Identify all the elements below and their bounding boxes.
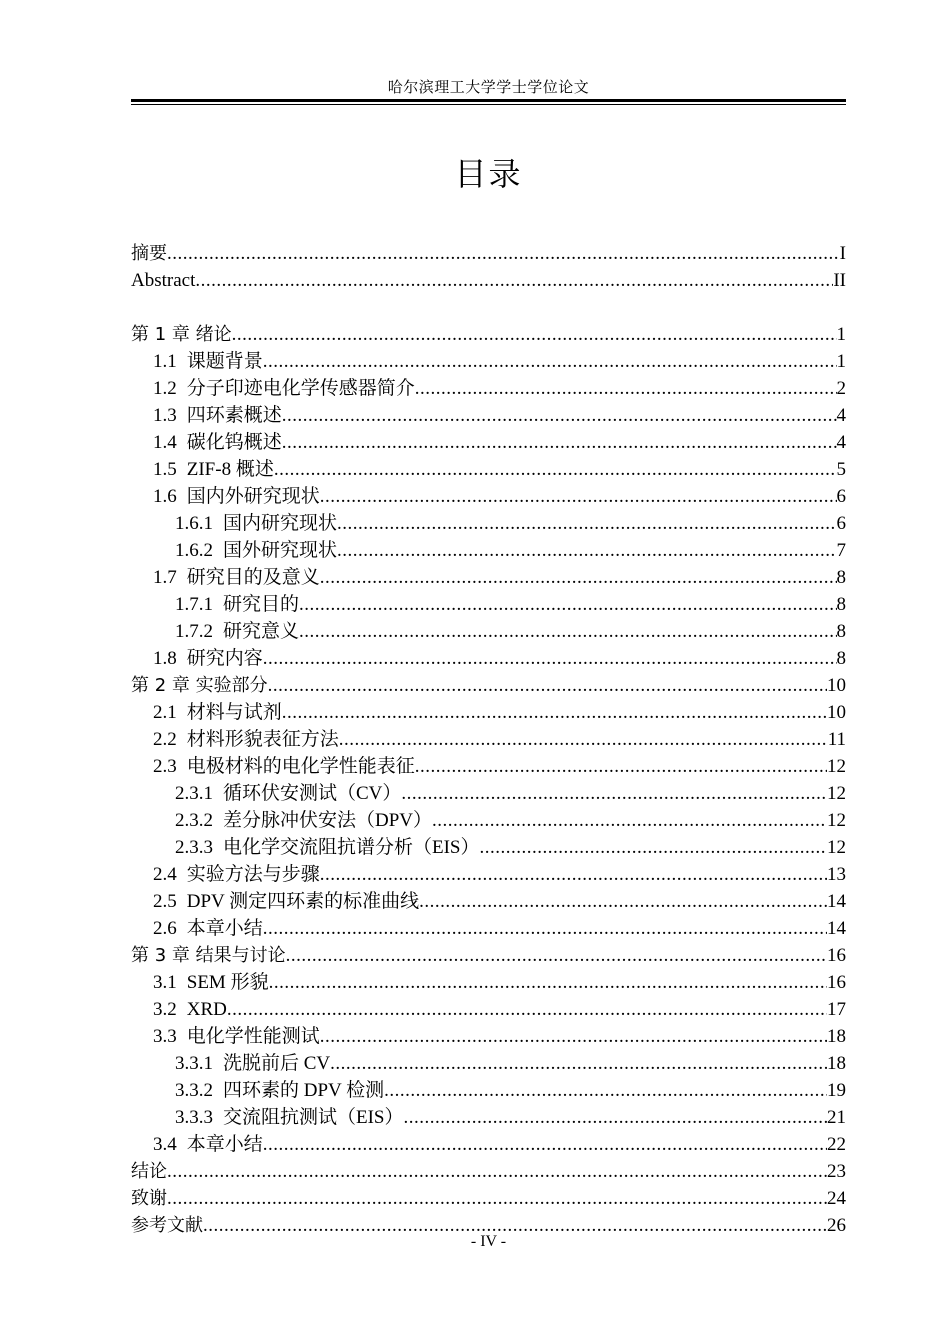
- toc-entry-title: 洗脱前后 CV: [223, 1053, 331, 1074]
- toc-entry-number: 2.3: [153, 756, 177, 777]
- toc-entry-page: I: [839, 243, 846, 264]
- toc-entry-number: 1.8: [153, 648, 177, 669]
- toc-entry-title: 课题背景: [186, 351, 263, 372]
- toc-entry[interactable]: [131, 429, 846, 456]
- toc-entry[interactable]: [131, 915, 846, 942]
- toc-entry-page: 22: [827, 1134, 846, 1155]
- header-rule-thin: [131, 104, 846, 105]
- toc-entry-page: 10: [827, 675, 846, 696]
- toc-entry-title: 研究内容: [186, 648, 263, 669]
- toc-entry-title: 第 2 章 实验部分: [131, 675, 268, 696]
- toc-entry-page: 8: [836, 621, 846, 642]
- toc-entry-page: 12: [827, 810, 846, 831]
- toc-entry-title: 国内外研究现状: [186, 486, 320, 507]
- toc-entry-number: 2.2: [153, 729, 177, 750]
- toc-entry-page: 18: [827, 1053, 846, 1074]
- toc-entry[interactable]: [131, 888, 846, 915]
- toc-entry-number: 1.6.2: [175, 540, 213, 561]
- toc-entry-page: 19: [827, 1080, 846, 1101]
- toc-entry-title: 致谢: [131, 1188, 167, 1209]
- toc-entry[interactable]: [131, 240, 846, 267]
- toc-entry-number: 3.4: [153, 1134, 177, 1155]
- toc-entry-title: Abstract: [131, 270, 196, 291]
- toc-entry[interactable]: [131, 726, 846, 753]
- toc-entry-page: 13: [827, 864, 846, 885]
- toc-entry-title: 国外研究现状: [223, 540, 338, 561]
- toc-entry-page: 18: [827, 1026, 846, 1047]
- toc-entry-title: 参考文献: [131, 1215, 203, 1236]
- toc-dot-leader: [282, 699, 827, 726]
- toc-entry-page: 4: [836, 432, 846, 453]
- toc-dot-leader: [263, 915, 827, 942]
- toc-entry-title: SEM 形貌: [186, 972, 269, 993]
- toc-entry[interactable]: [131, 942, 846, 969]
- running-header: 哈尔滨理工大学学士学位论文: [387, 80, 590, 96]
- toc-entry[interactable]: [131, 996, 846, 1023]
- toc-entry-title: DPV 测定四环素的标准曲线: [186, 891, 420, 912]
- toc-dot-leader: [415, 753, 827, 780]
- toc-entry-title: 本章小结: [186, 918, 263, 939]
- toc-dot-leader: [337, 537, 836, 564]
- toc-entry[interactable]: [131, 1131, 846, 1158]
- toc-entry-page: 24: [827, 1188, 846, 1209]
- toc-entry-page: 12: [827, 837, 846, 858]
- toc-entry-page: 12: [827, 756, 846, 777]
- toc-entry-number: 3.3.3: [175, 1107, 213, 1128]
- toc-entry-page: 4: [836, 405, 846, 426]
- toc-entry-title: 第 3 章 结果与讨论: [131, 945, 286, 966]
- toc-entry-title: 电化学交流阻抗谱分析（EIS）: [223, 837, 480, 858]
- toc-entry-title: XRD: [186, 999, 227, 1020]
- toc-dot-leader: [320, 483, 837, 510]
- toc-entry-number: 1.4: [153, 432, 177, 453]
- toc-dot-leader: [419, 888, 827, 915]
- toc-entry-number: 2.1: [153, 702, 177, 723]
- page-number-footer: - IV -: [470, 1233, 507, 1250]
- toc-entry-title: 研究意义: [223, 621, 300, 642]
- toc-entry-number: 1.6.1: [175, 513, 213, 534]
- toc-entry[interactable]: [131, 699, 846, 726]
- toc-entry[interactable]: [131, 780, 846, 807]
- toc-entry-page: 12: [827, 783, 846, 804]
- toc-dot-leader: [404, 1104, 827, 1131]
- table-of-contents: [131, 240, 846, 1239]
- toc-entry-page: 16: [827, 972, 846, 993]
- toc-entry-page: 10: [827, 702, 846, 723]
- toc-entry-number: 3.3.1: [175, 1053, 213, 1074]
- toc-dot-leader: [337, 510, 836, 537]
- toc-entry-title: 电化学性能测试: [186, 1026, 320, 1047]
- toc-entry-title: 四环素的 DPV 检测: [223, 1080, 385, 1101]
- toc-entry-page: 5: [836, 459, 846, 480]
- toc-entry-title: 结论: [131, 1161, 167, 1182]
- toc-entry-number: 2.6: [153, 918, 177, 939]
- toc-entry-title: 四环素概述: [186, 405, 282, 426]
- toc-entry-title: 碳化钨概述: [186, 432, 282, 453]
- toc-entry-title: 研究目的及意义: [186, 567, 320, 588]
- toc-dot-leader: [263, 645, 837, 672]
- toc-entry-page: II: [833, 270, 846, 291]
- toc-entry[interactable]: [131, 753, 846, 780]
- toc-entry-page: 11: [827, 729, 846, 750]
- toc-entry-page: 14: [827, 918, 846, 939]
- toc-entry[interactable]: [131, 834, 846, 861]
- toc-entry[interactable]: [131, 510, 846, 537]
- toc-entry-page: 6: [836, 486, 846, 507]
- toc-entry-title: 差分脉冲伏安法（DPV）: [223, 810, 433, 831]
- toc-entry-title: 材料与试剂: [186, 702, 282, 723]
- toc-entry-title: ZIF-8 概述: [186, 459, 274, 480]
- toc-dot-leader: [339, 726, 828, 753]
- toc-dot-leader: [263, 348, 837, 375]
- toc-entry[interactable]: [131, 807, 846, 834]
- toc-entry[interactable]: [131, 402, 846, 429]
- toc-entry-page: 7: [836, 540, 846, 561]
- toc-entry-title: 研究目的: [223, 594, 300, 615]
- toc-entry[interactable]: [131, 1077, 846, 1104]
- toc-entry-number: 2.3.1: [175, 783, 213, 804]
- toc-entry-number: 3.3: [153, 1026, 177, 1047]
- toc-entry[interactable]: [131, 645, 846, 672]
- toc-dot-leader: [195, 267, 833, 294]
- toc-entry-title: 循环伏安测试（CV）: [223, 783, 402, 804]
- toc-dot-leader: [299, 618, 836, 645]
- toc-entry-title: 交流阻抗测试（EIS）: [223, 1107, 404, 1128]
- toc-entry[interactable]: [131, 537, 846, 564]
- toc-dot-leader: [415, 375, 837, 402]
- toc-entry-title: 本章小结: [186, 1134, 263, 1155]
- toc-entry[interactable]: [131, 861, 846, 888]
- toc-entry-number: 3.2: [153, 999, 177, 1020]
- toc-entry-number: 1.2: [153, 378, 177, 399]
- toc-entry[interactable]: [131, 591, 846, 618]
- toc-entry-number: 1.7.1: [175, 594, 213, 615]
- toc-entry-number: 2.3.3: [175, 837, 213, 858]
- toc-entry-page: 21: [827, 1107, 846, 1128]
- toc-dot-leader: [282, 429, 837, 456]
- toc-entry-number: 2.3.2: [175, 810, 213, 831]
- toc-entry-page: 8: [836, 567, 846, 588]
- toc-entry-title: 分子印迹电化学传感器简介: [186, 378, 415, 399]
- toc-dot-leader: [232, 321, 837, 348]
- toc-dot-leader: [480, 834, 827, 861]
- toc-entry-page: 6: [836, 513, 846, 534]
- toc-dot-leader: [286, 942, 827, 969]
- toc-entry[interactable]: [131, 1158, 846, 1185]
- toc-entry-title: 电极材料的电化学性能表征: [186, 756, 415, 777]
- toc-entry-title: 材料形貌表征方法: [186, 729, 339, 750]
- toc-dot-leader: [268, 672, 827, 699]
- toc-entry-page: 8: [836, 594, 846, 615]
- toc-entry-number: 1.6: [153, 486, 177, 507]
- toc-entry[interactable]: [131, 321, 846, 348]
- toc-entry[interactable]: [131, 1050, 846, 1077]
- toc-entry[interactable]: [131, 672, 846, 699]
- toc-dot-leader: [274, 456, 837, 483]
- toc-entry[interactable]: [131, 483, 846, 510]
- toc-entry-number: 1.3: [153, 405, 177, 426]
- toc-entry[interactable]: [131, 969, 846, 996]
- toc-entry-number: 1.7.2: [175, 621, 213, 642]
- toc-entry-page: 16: [827, 945, 846, 966]
- toc-entry-page: 23: [827, 1161, 846, 1182]
- toc-entry-page: 8: [836, 648, 846, 669]
- toc-dot-leader: [263, 1131, 827, 1158]
- toc-entry-page: 26: [827, 1215, 846, 1236]
- toc-entry-page: 1: [836, 351, 846, 372]
- toc-entry[interactable]: [131, 1023, 846, 1050]
- toc-dot-leader: [167, 1158, 827, 1185]
- toc-entry-number: 2.4: [153, 864, 177, 885]
- toc-entry[interactable]: [131, 564, 846, 591]
- toc-dot-leader: [167, 240, 840, 267]
- toc-entry-number: 1.5: [153, 459, 177, 480]
- toc-entry[interactable]: [131, 375, 846, 402]
- toc-entry[interactable]: [131, 456, 846, 483]
- toc-dot-leader: [227, 996, 827, 1023]
- toc-entry[interactable]: [131, 348, 846, 375]
- toc-entry-page: 1: [836, 324, 846, 345]
- toc-dot-leader: [282, 402, 837, 429]
- toc-dot-leader: [320, 861, 827, 888]
- toc-entry-page: 14: [827, 891, 846, 912]
- toc-entry[interactable]: [131, 1104, 846, 1131]
- toc-entry-number: 3.3.2: [175, 1080, 213, 1101]
- toc-entry[interactable]: [131, 618, 846, 645]
- toc-entry-number: 1.7: [153, 567, 177, 588]
- toc-entry-title: 实验方法与步骤: [186, 864, 320, 885]
- toc-dot-leader: [401, 780, 827, 807]
- toc-entry[interactable]: [131, 1185, 846, 1212]
- header-rule-thick: [131, 99, 846, 102]
- toc-dot-leader: [330, 1050, 827, 1077]
- toc-entry-page: 2: [836, 378, 846, 399]
- toc-entry-number: 2.5: [153, 891, 177, 912]
- toc-dot-leader: [320, 564, 837, 591]
- toc-entry-title: 第 1 章 绪论: [131, 324, 232, 345]
- toc-dot-leader: [269, 969, 827, 996]
- toc-dot-leader: [432, 807, 827, 834]
- toc-title: 目录: [454, 155, 523, 193]
- toc-entry-page: 17: [827, 999, 846, 1020]
- toc-dot-leader: [299, 591, 836, 618]
- toc-dot-leader: [320, 1023, 827, 1050]
- toc-entry-title: 国内研究现状: [223, 513, 338, 534]
- toc-entry-number: 3.1: [153, 972, 177, 993]
- toc-entry-title: 摘要: [131, 243, 167, 264]
- toc-entry-number: 1.1: [153, 351, 177, 372]
- toc-entry[interactable]: [131, 267, 846, 294]
- toc-dot-leader: [167, 1185, 827, 1212]
- toc-dot-leader: [384, 1077, 827, 1104]
